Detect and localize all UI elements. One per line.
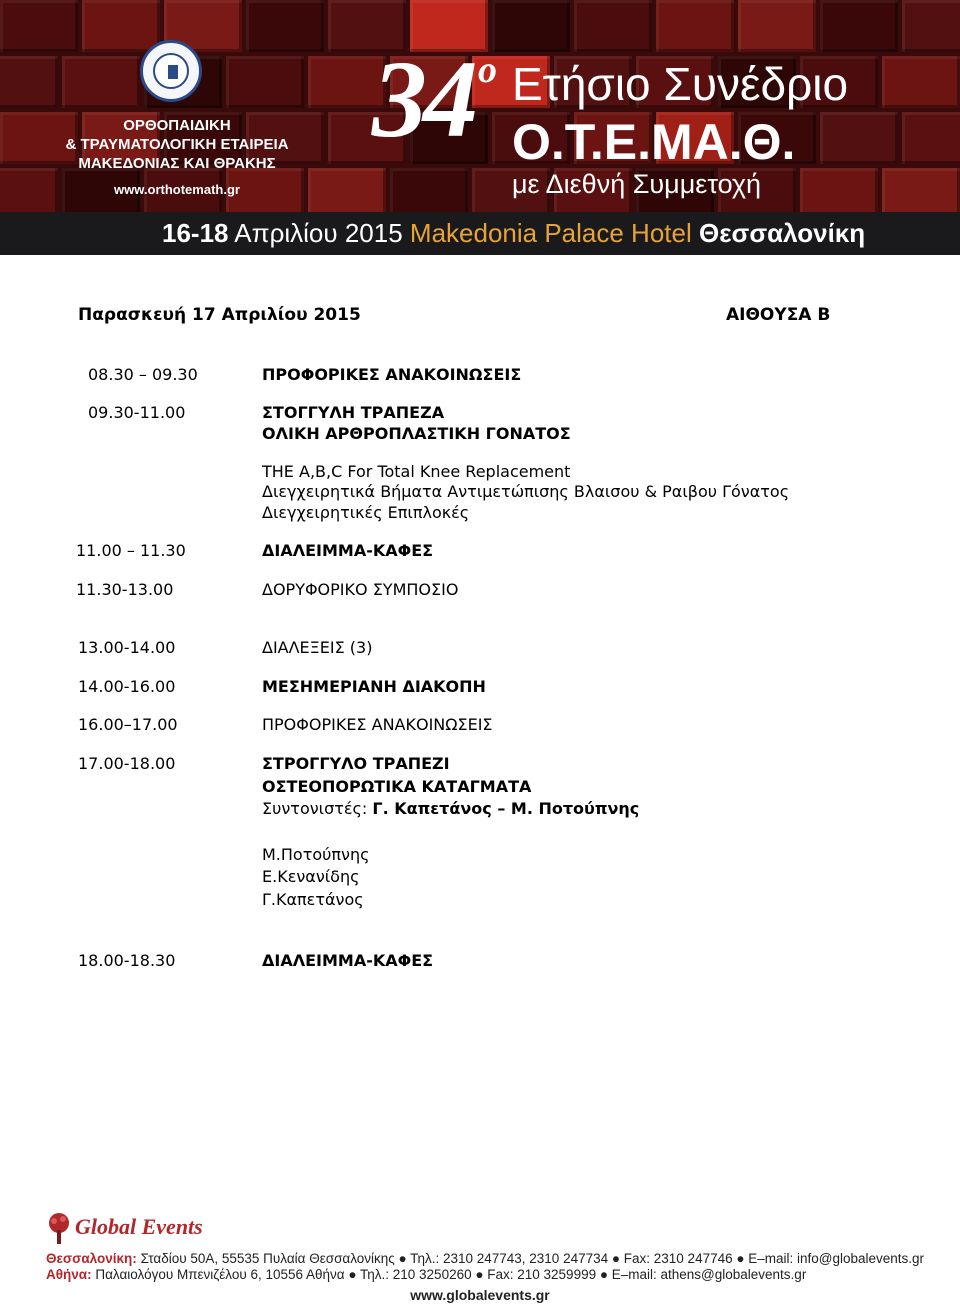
tree-icon <box>46 1212 72 1246</box>
session-title: ΔΙΑΛΕΙΜΜΑ-ΚΑΦΕΣ <box>262 541 434 560</box>
background-cube <box>0 56 58 108</box>
thessaloniki-contact <box>46 1251 924 1267</box>
coordinators-label: Συντονιστές: <box>262 799 368 818</box>
athens-label: Αθήνα: <box>46 1267 92 1282</box>
session-title: ΔΙΑΛΕΙΜΜΑ-ΚΑΦΕΣ <box>262 951 434 970</box>
conference-number: 34 <box>372 38 474 160</box>
session-time: 14.00-16.00 <box>78 677 176 696</box>
background-cube <box>574 0 652 52</box>
conference-venue: Makedonia Palace Hotel <box>409 218 692 248</box>
background-cube <box>902 112 960 164</box>
background-cube <box>82 0 160 52</box>
session-subtitle: ΟΣΤΕΟΠΟΡΩΤΙΚΑ ΚΑΤΑΓΜΑΤΑ <box>262 777 532 796</box>
date-venue-strip <box>0 212 960 255</box>
coordinators-names: Γ. Καπετάνος – Μ. Ποτούπνης <box>372 799 640 818</box>
session-item: Διεγχειρητικά Βήματα Αντιμετώπισης Βλαισου & Ραιβου Γόνατος <box>262 482 790 501</box>
session-item: THE A,B,C For Total Knee Replacement <box>262 462 571 481</box>
conference-subtitle: με Διεθνή Συμμετοχή <box>512 169 762 199</box>
background-cube <box>820 0 898 52</box>
background-cube <box>246 0 324 52</box>
background-cube <box>820 112 898 164</box>
background-cube <box>226 56 304 108</box>
session-title: ΠΡΟΦΟΡΙΚΕΣ ΑΝΑΚΟΙΝΩΣΕΙΣ <box>262 365 522 384</box>
speaker-name: Ε.Κενανίδης <box>262 867 360 886</box>
session-time: 18.00-18.30 <box>78 951 176 970</box>
society-name-line1: ΟΡΘΟΠΑΙΔΙΚΗ <box>123 117 231 134</box>
session-title: ΔΟΡΥΦΟΡΙΚΟ ΣΥΜΠΟΣΙΟ <box>262 580 459 599</box>
conference-dates: 16-18 <box>162 218 229 248</box>
session-coordinators <box>262 799 639 819</box>
session-subtitle: ΟΛΙΚΗ ΑΡΘΡΟΠΛΑΣΤΙΚΗ ΓΟΝΑΤΟΣ <box>262 424 571 443</box>
session-title: ΔΙΑΛΕΞΕΙΣ (3) <box>262 638 373 657</box>
athens-info: Παλαιολόγου Μπενιζέλου 6, 10556 Αθήνα ● Τηλ.: 210 3250260 ● Fax: 210 3259999 ● E–mail: athens@globalevents.gr <box>95 1267 807 1282</box>
date-venue-line <box>162 216 865 250</box>
background-cube <box>62 56 140 108</box>
session-title: ΠΡΟΦΟΡΙΚΕΣ ΑΝΑΚΟΙΝΩΣΕΙΣ <box>262 715 493 734</box>
conference-name: Ο.Τ.Ε.ΜΑ.Θ. <box>512 114 796 170</box>
background-cube <box>492 0 570 52</box>
session-time: 09.30-11.00 <box>88 403 186 422</box>
thessaloniki-label: Θεσσαλονίκη: <box>46 1251 137 1266</box>
speaker-name: Μ.Ποτούπνης <box>262 845 370 864</box>
day-heading: Παρασκευή 17 Απριλίου 2015 <box>78 305 361 325</box>
background-cube <box>882 56 960 108</box>
conference-city: Θεσσαλονίκη <box>698 218 866 248</box>
athens-contact <box>46 1267 806 1283</box>
conference-banner <box>0 0 960 255</box>
seal-inner-ring <box>153 53 189 89</box>
society-seal-icon <box>140 40 202 102</box>
background-cube <box>738 0 816 52</box>
society-name-line3: ΜΑΚΕΔΟΝΙΑΣ ΚΑΙ ΘΡΑΚΗΣ <box>78 155 276 172</box>
conference-ordinal: ο <box>478 49 497 91</box>
session-item: Διεγχειρητικές Επιπλοκές <box>262 503 470 522</box>
session-time: 13.00-14.00 <box>78 638 176 657</box>
session-time: 11.00 – 11.30 <box>76 541 186 560</box>
session-title: ΜΕΣΗΜΕΡΙΑΝΗ ΔΙΑΚΟΠΗ <box>262 677 486 696</box>
session-time: 16.00–17.00 <box>78 715 178 734</box>
conference-title: Ετήσιο Συνέδριο <box>512 58 849 110</box>
background-cube <box>656 0 734 52</box>
session-time: 08.30 – 09.30 <box>88 365 198 384</box>
session-title: ΣΤΡΟΓΓΥΛΟ ΤΡΑΠΕΖΙ <box>262 754 450 773</box>
session-title: ΣΤΟΓΓΥΛΗ ΤΡΑΠΕΖΑ <box>262 403 445 422</box>
society-website: www.orthotemath.gr <box>114 182 240 197</box>
background-cube <box>902 0 960 52</box>
society-name-line2: & ΤΡΑΥΜΑΤΟΛΟΓΙΚΗ ΕΤΑΙΡΕΙΑ <box>65 136 289 153</box>
thessaloniki-info: Σταδίου 50Α, 55535 Πυλαία Θεσσαλονίκης ● Τηλ.: 2310 247743, 2310 247734 ● Fax: 2310 247746 ● E–mail: info@globalevents.gr <box>140 1251 925 1266</box>
room-heading: ΑΙΘΟΥΣΑ Β <box>726 305 831 325</box>
footer-website[interactable]: www.globalevents.gr <box>410 1287 550 1303</box>
session-time: 17.00-18.00 <box>78 754 176 773</box>
background-cube <box>0 0 78 52</box>
session-time: 11.30-13.00 <box>76 580 174 599</box>
speaker-name: Γ.Καπετάνος <box>262 890 364 909</box>
global-events-logo: Global Events <box>75 1214 203 1239</box>
conference-month-year: Απριλίου 2015 <box>234 218 403 248</box>
seal-tower-icon <box>168 65 178 79</box>
society-name <box>62 116 292 173</box>
